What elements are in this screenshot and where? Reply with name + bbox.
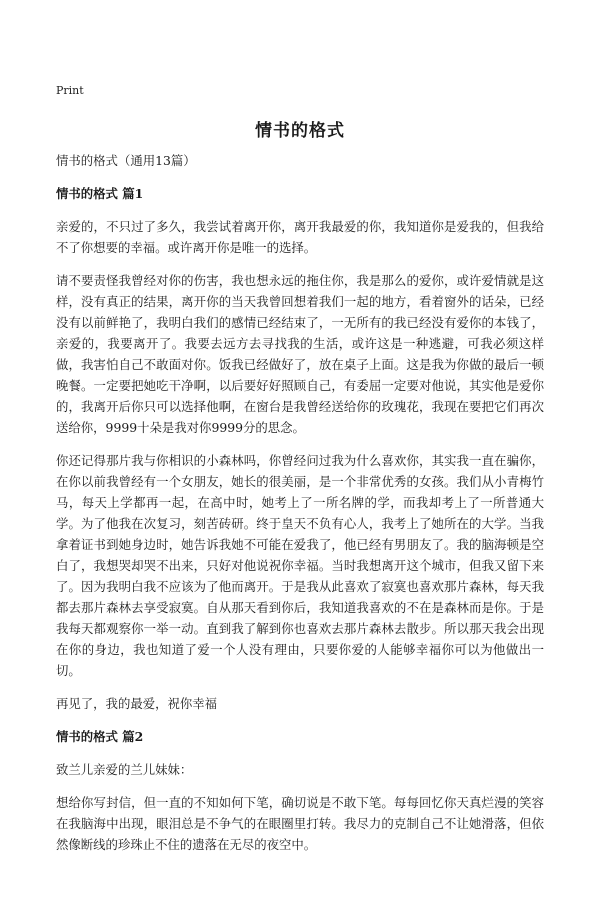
section-heading: 情书的格式 篇2: [56, 729, 144, 744]
paragraph: 你还记得那片我与你相识的小森林吗，你曾经问过我为什么喜欢你，其实我一直在骗你，在你以前我曾经有一个女朋友，她长的很美丽，是一个非常优秀的女孩。我们从小青梅竹马，每天上学都再一起，在高中时，她考上了一所名牌的学，而我却考上了一所普通大学。为了他我在次复习，刻苦砖研。终于皇天不负有心人，我考上了她所在的大学。当我拿着证书到她身边时，她告诉我她不可能在爱我了，他已经有男朋友了。我的脑海顿是空白了，我想哭却哭不出来，只好对他说祝你幸福。当时我想离开这个城市，但我又留下来了。因为我明白我不应该为了他而离开。于是我从此喜欢了寂寞也喜欢那片森林，每天我都去那片森林去享受寂寞。自从那天看到你后，我知道我喜欢的不在是森林而是你。于是我每天都观察你一举一动。直到我了解到你也喜欢去那片森林去散步。所以那天我会出现在你的身边，我也知道了爱一个人没有理由，只要你爱的人能够幸福你可以为他做出一切。: [56, 453, 544, 678]
paragraph: 亲爱的，不只过了多久，我尝试着离开你，离开我最爱的你，我知道你是爱我的，但我给不了你想要的幸福。或许离开你是唯一的选择。: [56, 219, 544, 255]
section-2: [56, 726, 544, 855]
print-link[interactable]: Print: [56, 84, 84, 97]
section-heading: 情书的格式 篇1: [56, 186, 144, 201]
document-body: [56, 150, 544, 867]
paragraph: 想给你写封信，但一直的不知如何下笔，确切说是不敢下笔。每每回忆你天真烂漫的笑容在我脑海中出现，眼泪总是不争气的在眼圈里打转。我尽力的克制自己不让她滑落，但依然像断线的珍珠止不住的遗落在无尽的夜空中。: [56, 795, 544, 852]
paragraph: 致兰儿亲爱的兰儿妹妹：: [56, 762, 193, 777]
section-1: [56, 183, 544, 714]
paragraph: 请不要责怪我曾经对你的伤害，我也想永远的拖住你，我是那么的爱你，或许爱情就是这样，没有真正的结果，离开你的当天我曾回想着我们一起的地方，看着窗外的话朵，已经没有以前鲜艳了，我明白我们的感情已经结束了，一无所有的我已经没有爱你的本钱了，亲爱的，我要离开了。我要去远方去寻找我的生活，或许这是一种逃避，可我必须这样做，我害怕自己不敢面对你。饭我已经做好了，放在桌子上面。这是我为你做的最后一顿晚餐。一定要把她吃干净啊，以后要好好照顾自己，有委屈一定要对他说，其实他是爱你的，我离开后你只可以选择他啊，在窗台是我曾经送给你的玫瑰花，我现在要把它们再次送给你，9999十朵是我对你9999分的思念。: [56, 273, 544, 435]
paragraph: 再见了，我的最爱，祝你幸福: [56, 696, 218, 711]
document-subtitle: 情书的格式（通用13篇）: [56, 153, 196, 168]
document-title: 情书的格式: [255, 121, 345, 141]
